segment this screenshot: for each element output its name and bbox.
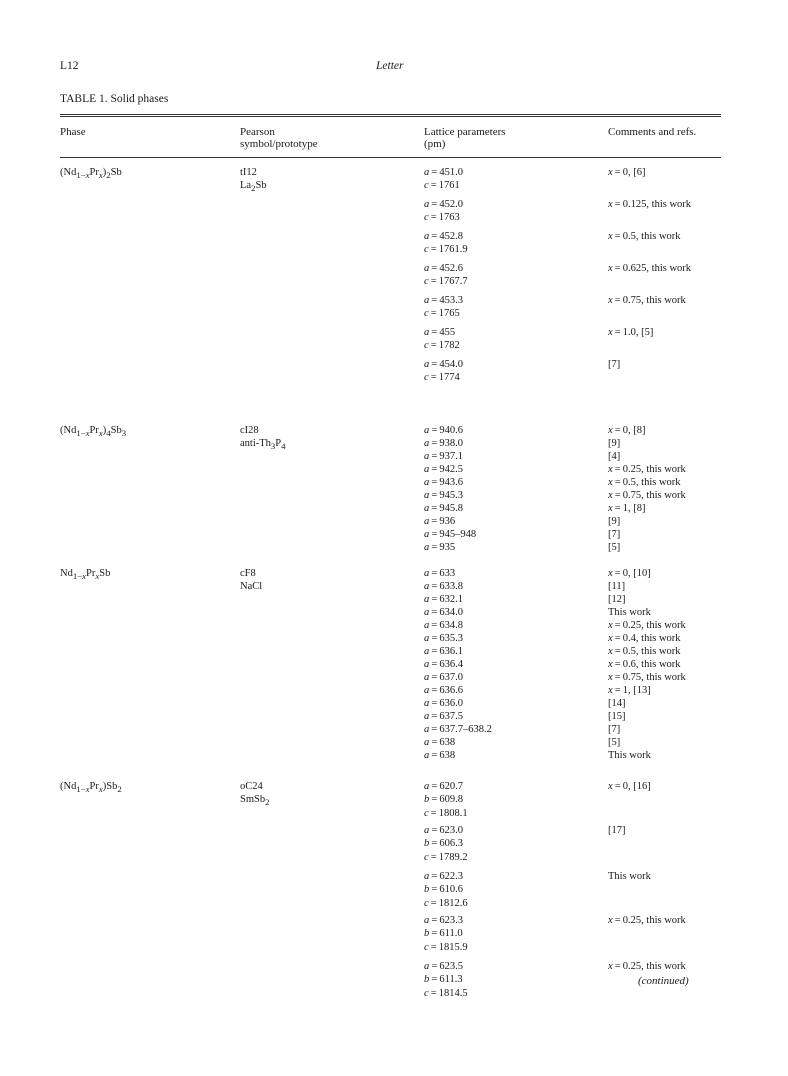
lattice-parameter: a = 636.6 [424,685,464,696]
comment-ref: [12] [608,594,626,605]
lattice-parameter: c = 1765 [424,308,460,320]
lattice-parameter: a = 943.6 [424,477,464,488]
lattice-parameter: b = 606.3 [424,838,464,850]
lattice-parameter: c = 1782 [424,340,460,352]
lattice-parameter: a = 635.3 [424,633,464,644]
comment-ref: x = 0, [6] [608,167,646,178]
prototype: $La_2Sb$ [240,180,267,194]
comment-ref: x = 1, [8] [608,503,646,514]
column-header-lattice-line2: (pm) [424,138,446,150]
lattice-parameter: b = 611.3 [424,974,463,986]
lattice-parameter: a = 638 [424,750,456,761]
comment-ref: x = 0, [16] [608,781,651,792]
comment-ref: [7] [608,724,621,735]
lattice-parameter: a = 945–948 [424,529,477,540]
column-header-phase: Phase [60,126,86,138]
prototype: SmSb$_2$ [240,794,270,808]
lattice-parameter: a = 942.5 [424,464,464,475]
comment-ref: This work [608,750,651,761]
lattice-parameter: a = 623.5 [424,961,464,972]
lattice-parameter: a = 937.1 [424,451,464,462]
comment-ref: x = 0.5, this work [608,231,681,242]
lattice-parameter: a = 455 [424,327,456,338]
comment-ref: x = 0.25, this work [608,915,686,926]
table-top-rule [60,114,721,115]
lattice-parameter: c = 1812.6 [424,897,468,909]
lattice-parameter: a = 453.3 [424,295,464,306]
column-header-lattice [424,126,506,150]
lattice-parameter: a = 634.0 [424,607,464,618]
comment-ref: x = 0.75, this work [608,490,686,501]
lattice-parameter: a = 636.4 [424,659,464,670]
lattice-parameter: c = 1774 [424,372,460,384]
column-header-pearson [240,126,318,150]
lattice-parameter: a = 452.6 [424,263,464,274]
lattice-parameter: a = 636.0 [424,698,464,709]
comment-ref: x = 0.4, this work [608,633,681,644]
phase-name: $(Nd_{1-x}Pr_x)_2Sb$ [60,167,122,181]
page-label: L12 [60,60,79,72]
pearson-symbol: cI28 [240,425,259,436]
comment-ref: [5] [608,737,621,748]
lattice-parameter: c = 1815.9 [424,941,468,953]
comment-ref: [5] [608,542,621,553]
lattice-parameter: a = 935 [424,542,456,553]
comment-ref: x = 1.0, [5] [608,327,654,338]
lattice-parameter: a = 451.0 [424,167,464,178]
lattice-parameter: c = 1808.1 [424,807,468,819]
lattice-parameter: a = 452.8 [424,231,464,242]
comment-ref: [15] [608,711,626,722]
comment-ref: [4] [608,451,621,462]
lattice-parameter: c = 1761.9 [424,244,468,256]
comment-ref: [14] [608,698,626,709]
lattice-parameter: a = 623.3 [424,915,464,926]
lattice-parameter: a = 633.8 [424,581,464,592]
running-title: Letter [376,60,404,72]
lattice-parameter: a = 637.0 [424,672,464,683]
lattice-parameter: b = 610.6 [424,884,464,896]
lattice-parameter: c = 1767.7 [424,276,468,288]
table-title: TABLE 1. Solid phases [60,93,169,105]
table-header-rule [60,157,721,158]
lattice-parameter: c = 1763 [424,212,460,224]
lattice-parameter: a = 940.6 [424,425,464,436]
lattice-parameter: a = 945.3 [424,490,464,501]
lattice-parameter: a = 620.7 [424,781,464,792]
comment-ref: x = 0, [10] [608,568,651,579]
phase-name: $(Nd_{1-x}Pr_x)Sb_2$ [60,781,122,795]
comment-ref: x = 0.25, this work [608,961,686,972]
lattice-parameter: a = 638 [424,737,456,748]
lattice-parameter: a = 633 [424,568,456,579]
lattice-parameter: b = 609.8 [424,794,464,806]
prototype: anti-$Th_3P_4$ [240,438,286,452]
lattice-parameter: a = 637.7–638.2 [424,724,492,735]
lattice-parameter: c = 1814.5 [424,987,468,999]
comment-ref: [11] [608,581,626,592]
comment-ref: [7] [608,529,621,540]
column-header-pearson-line1: Pearson [240,126,275,138]
comment-ref: [9] [608,516,621,527]
comment-ref: [9] [608,438,621,449]
comment-ref: x = 0, [8] [608,425,646,436]
comment-ref: x = 0.25, this work [608,620,686,631]
comment-ref: x = 0.75, this work [608,295,686,306]
comment-ref: x = 0.6, this work [608,659,681,670]
phase-name: $(Nd_{1-x}Pr_x)_4Sb_3$ [60,425,127,439]
comment-ref: x = 0.75, this work [608,672,686,683]
pearson-symbol: tI12 [240,167,257,178]
lattice-parameter: a = 936 [424,516,456,527]
lattice-parameter: a = 637.5 [424,711,464,722]
comment-ref: x = 0.125, this work [608,199,692,210]
lattice-parameter: a = 632.1 [424,594,464,605]
lattice-parameter: a = 623.0 [424,825,464,836]
column-header-comments: Comments and refs. [608,126,697,138]
lattice-parameter: c = 1761 [424,180,460,192]
lattice-parameter: a = 938.0 [424,438,464,449]
comment-ref: This work [608,871,651,882]
pearson-symbol: cF8 [240,568,256,579]
lattice-parameter: b = 611.0 [424,928,463,940]
comment-ref: [17] [608,825,626,836]
table-top-rule-double [60,116,721,117]
comment-ref: x = 0.5, this work [608,646,681,657]
comment-ref: x = 0.625, this work [608,263,692,274]
lattice-parameter: a = 622.3 [424,871,464,882]
lattice-parameter: a = 452.0 [424,199,464,210]
pearson-symbol: oC24 [240,781,263,792]
comment-ref: [7] [608,359,621,370]
prototype: NaCl [240,581,263,593]
lattice-parameter: a = 634.8 [424,620,464,631]
column-header-pearson-line2: symbol/prototype [240,138,318,150]
comment-ref: x = 0.25, this work [608,464,686,475]
comment-ref: x = 0.5, this work [608,477,681,488]
column-header-lattice-line1: Lattice parameters [424,126,506,138]
comment-ref: x = 1, [13] [608,685,651,696]
phase-name: $Nd_{1-x}Pr_xSb$ [60,568,111,582]
lattice-parameter: c = 1789.2 [424,851,468,863]
lattice-parameter: a = 945.8 [424,503,464,514]
comment-ref: This work [608,607,651,618]
lattice-parameter: a = 636.1 [424,646,464,657]
lattice-parameter: a = 454.0 [424,359,464,370]
continued-note: (continued) [638,975,689,987]
